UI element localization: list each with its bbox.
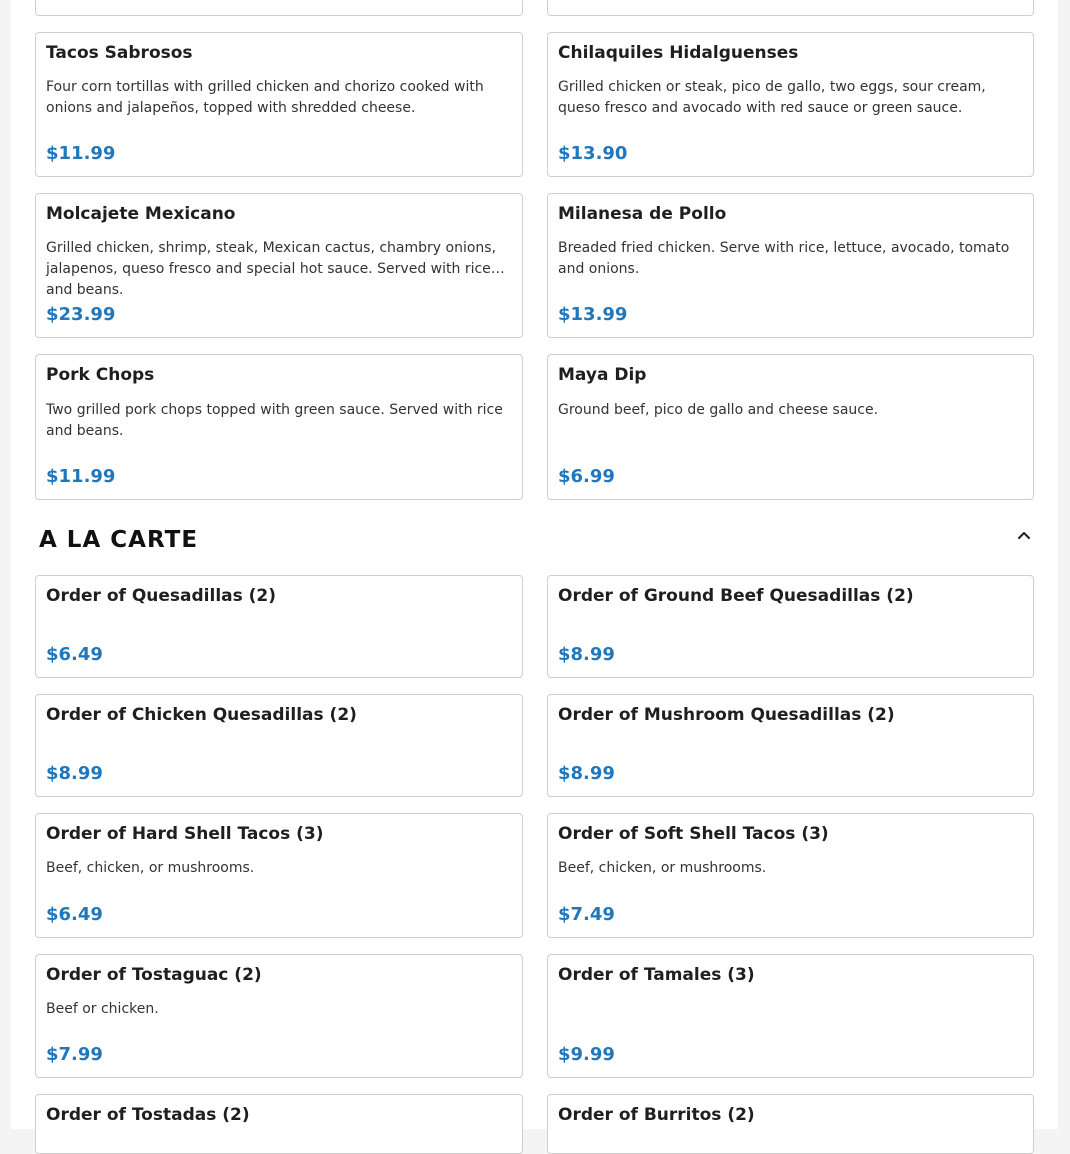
menu-item-card[interactable]: [547, 694, 1034, 797]
menu-item-card[interactable]: [35, 694, 523, 797]
menu-item-name: Order of Soft Shell Tacos (3): [558, 824, 829, 844]
menu-item-card[interactable]: [35, 354, 523, 500]
menu-item-price: $11.99: [46, 143, 116, 164]
menu-item-card[interactable]: [35, 813, 523, 938]
menu-item-price: $8.99: [558, 763, 615, 784]
menu-item-description: Two grilled pork chops topped with green sauce. Served with rice and beans.: [46, 402, 503, 439]
menu-item-card[interactable]: [547, 575, 1034, 678]
chevron-up-icon: [1013, 524, 1035, 546]
menu-item-price: $11.99: [46, 466, 116, 487]
menu-item-description: Four corn tortillas with grilled chicken and chorizo cooked with onions and jalapeños, topped with shredded cheese.: [46, 79, 484, 116]
menu-item-card[interactable]: [35, 954, 523, 1078]
menu-item-card[interactable]: [35, 32, 523, 177]
menu-item-card-partial[interactable]: [35, 0, 523, 16]
menu-item-price: $13.99: [558, 304, 628, 325]
menu-item-description: Beef, chicken, or mushrooms.: [46, 860, 255, 876]
menu-item-card-partial[interactable]: [547, 0, 1034, 16]
menu-item-price: $23.99: [46, 304, 116, 325]
section-title: A LA CARTE: [39, 527, 199, 553]
menu-item-name: Molcajete Mexicano: [46, 204, 236, 224]
menu-item-card[interactable]: [547, 354, 1034, 500]
menu-item-card[interactable]: [547, 954, 1034, 1078]
menu-item-name: Order of Chicken Quesadillas (2): [46, 705, 357, 725]
menu-item-price: $8.99: [46, 763, 103, 784]
menu-item-name: Order of Quesadillas (2): [46, 586, 277, 606]
menu-item-description: Grilled chicken, shrimp, steak, Mexican cactus, chambry onions, jalapenos, queso fresco and special hot sauce. Served with rice and beans.: [46, 240, 497, 298]
menu-item-card[interactable]: [35, 575, 523, 678]
menu-item-name: Order of Burritos (2): [558, 1105, 755, 1125]
menu-item-name: Order of Tostaguac (2): [46, 965, 262, 985]
menu-item-card[interactable]: [547, 1094, 1034, 1154]
menu-item-price: $6.49: [46, 644, 103, 665]
menu-item-name: Maya Dip: [558, 365, 647, 385]
menu-item-name: Milanesa de Pollo: [558, 204, 727, 224]
menu-item-card[interactable]: [35, 1094, 523, 1154]
menu-item-price: $6.99: [558, 466, 615, 487]
menu-item-description: Beef, chicken, or mushrooms.: [558, 860, 767, 876]
menu-item-card[interactable]: [547, 813, 1034, 938]
menu-item-name: Order of Mushroom Quesadillas (2): [558, 705, 895, 725]
menu-item-name: Pork Chops: [46, 365, 155, 385]
menu-item-price: $13.90: [558, 143, 628, 164]
menu-item-description: Breaded fried chicken. Serve with rice, lettuce, avocado, tomato and onions.: [558, 240, 1010, 277]
menu-item-description: Ground beef, pico de gallo and cheese sauce.: [558, 402, 879, 418]
menu-item-card[interactable]: [547, 193, 1034, 338]
menu-item-card[interactable]: [547, 32, 1034, 177]
menu-item-card[interactable]: [35, 193, 523, 338]
menu-item-price: $7.99: [46, 1044, 103, 1065]
menu-item-price: $8.99: [558, 644, 615, 665]
menu-item-name: Tacos Sabrosos: [46, 43, 193, 63]
menu-item-price: $6.49: [46, 904, 103, 925]
menu-item-description: Beef or chicken.: [46, 1001, 159, 1017]
section-collapse-button[interactable]: [1013, 524, 1035, 546]
menu-item-name: Order of Hard Shell Tacos (3): [46, 824, 324, 844]
menu-item-name: Order of Tamales (3): [558, 965, 755, 985]
menu-item-price: $9.99: [558, 1044, 615, 1065]
menu-page: [11, 0, 1058, 1129]
menu-item-description: Grilled chicken or steak, pico de gallo, two eggs, sour cream, queso fresco and avocado with red sauce or green sauce.: [558, 79, 986, 116]
menu-item-price: $7.49: [558, 904, 615, 925]
menu-item-name: Order of Ground Beef Quesadillas (2): [558, 586, 914, 606]
menu-item-name: Chilaquiles Hidalguenses: [558, 43, 799, 63]
menu-item-name: Order of Tostadas (2): [46, 1105, 250, 1125]
